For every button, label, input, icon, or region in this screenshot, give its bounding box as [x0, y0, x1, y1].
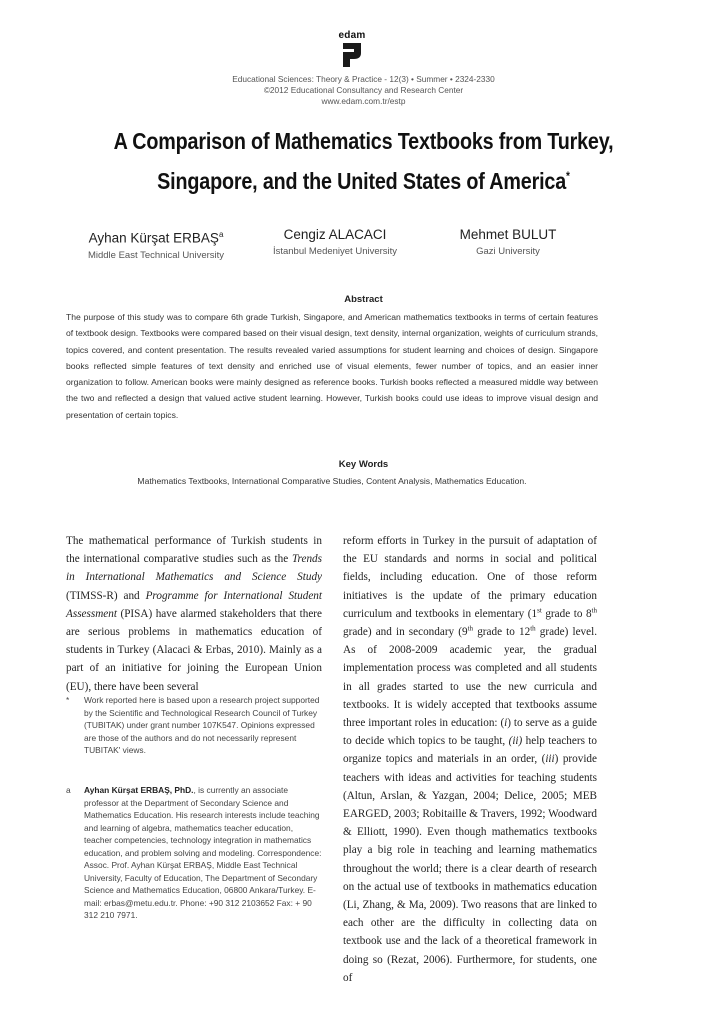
sup-4: th — [530, 624, 536, 633]
body-right-part-2: grade to 8 — [541, 607, 592, 620]
footnote-a-name: Ayhan Kürşat ERBAŞ, PhD. — [84, 785, 194, 795]
roman-iii: iii — [545, 753, 555, 766]
body-left-part-3: (PISA) have alarmed stakeholders that there are serious problems in mathematics education of students in Turkey (Alacaci & Erbas, 2010). Mainly as a part of an initiative for joining the European Union (EU), there have been several — [66, 607, 322, 693]
sup-1: st — [537, 606, 542, 615]
journal-url: www.edam.com.tr/estp — [321, 96, 406, 106]
timss-title: Trends in International Mathematics and Science Study — [66, 553, 322, 584]
body-right-part-6: ) to serve as a guide to decide which topics to be taught, — [343, 717, 597, 748]
author-3-affiliation: Gazi University — [476, 246, 540, 257]
author-3-name: Mehmet BULUT — [459, 227, 557, 242]
abstract-heading: Abstract — [344, 294, 383, 305]
body-left-column — [66, 532, 322, 696]
body-right-part-5: grade) level. As of 2008-2009 academic year, the gradual implementation process was completed and all students in all grades started to use the new curricula and textbooks. It is widely accepted that textbooks assume three important roles in education: ( — [343, 626, 598, 730]
footnote-a-mark: a — [66, 785, 71, 795]
footnote-star-text: Work reported here is based upon a research project supported by the Scientific and Technological Research Council of Turkey (TUBITAK) under grant number 107K547. Opinions expressed are those of the authors and do not necessarily represent TUBITAK' views. — [84, 695, 320, 755]
abstract-text: The purpose of this study was to compare 6th grade Turkish, Singapore, and American mathematics textbooks in terms of certain features of textbook design. Textbooks were compared based on their visual design, text density, internal organization, weights of curriculum strands, topics covered, and content presentation. The results revealed varied assumptions for student learning and choices of design. Singapore books reflected simple features of text density and enriched use of visual elements, fewer number of topics, and an easier inner organization to follow. American books were mainly designed as reference books. Turkish books reflected a measured middle way between the two and reflected a design that valued active student learning. However, Turkish books could use ideas to improve visual design and presentation of certain topics. — [66, 312, 598, 420]
sup-2: th — [591, 606, 597, 615]
journal-citation: Educational Sciences: Theory & Practice - 12(3) • Summer • 2324-2330 — [232, 74, 495, 84]
author-2 — [245, 226, 425, 260]
author-3 — [418, 226, 598, 260]
body-right-part-8: ) provide teachers with ideas and activities for teaching students (Altun, Arslan, & Yazgan, 2004; Delice, 2005; MEB EARGED, 2003; Robitaille & Travers, 1992; Woodward & Elliott, 1990). Even though mathematics textbooks play a big role in teaching and learning mathematics throughout the world; there is a clear dearth of research on the actual use of textbooks in mathematics education (Li, Zhang, & Ma, 2009). Two reasons that are linked to each other are the difficulty in collecting data on textbook use and the lack of a theoretical framework in doing so (Rezat, 2006). Furthermore, for students, one of — [343, 753, 597, 984]
body-left-part-1: The mathematical performance of Turkish students in the international comparative studies such as the — [66, 535, 322, 566]
title-line-2 — [92, 159, 635, 199]
author-1-name: Ayhan Kürşat ERBAŞ — [88, 230, 219, 246]
sup-3: th — [467, 624, 474, 633]
body-left-part-2: (TIMSS-R) and — [66, 589, 146, 602]
body-right-part-3: grade) and in secondary (9 — [343, 626, 468, 639]
body-right-part-4: grade to 12 — [473, 626, 531, 639]
publisher-logo — [332, 30, 372, 68]
pisa-title: Programme for International Student Assessment — [66, 589, 322, 620]
article-title — [92, 124, 635, 199]
author-1-mark: a — [218, 230, 224, 239]
footnote-star-mark: * — [66, 695, 70, 705]
footnote-a-text — [84, 784, 322, 922]
body-right-part-1: reform efforts in Turkey in the pursuit of adaptation of the EU standards and norms in social and political fields, including education. One of those reform initiatives is the update of the primary education curriculum and textbooks in elementary (1 — [343, 535, 597, 620]
roman-ii: (ii) — [508, 735, 523, 748]
footnote-author — [66, 784, 322, 922]
author-2-affiliation: İstanbul Medeniyet University — [272, 246, 398, 257]
author-1-affiliation: Middle East Technical University — [87, 249, 225, 261]
roman-i: i — [504, 717, 508, 730]
journal-copyright: ©2012 Educational Consultancy and Research Center — [263, 85, 464, 95]
title-line-1: A Comparison of Mathematics Textbooks from Turkey, — [113, 128, 614, 154]
keywords-text: Mathematics Textbooks, International Comparative Studies, Content Analysis, Mathematics Education. — [137, 476, 527, 486]
edam-logo-icon — [341, 42, 363, 68]
body-right-column — [343, 532, 597, 987]
publisher-brand: edam — [338, 30, 366, 41]
author-2-name: Cengiz ALACACI — [283, 227, 387, 242]
author-1-name-line — [66, 226, 246, 248]
author-1 — [66, 226, 246, 264]
body-right-part-7: help teachers to organize topics and materials in an order, ( — [343, 735, 597, 766]
journal-info — [120, 74, 607, 107]
footnote-funding — [66, 694, 322, 757]
footnote-a-body: , is currently an associate professor at the Department of Secondary Science and Mathematics Education. His research interests include teaching and learning of algebra, mathematics teacher education, teacher competencies, technology integration in mathematics education, and problem solving and modeling. Correspondence: Assoc. Prof. Ayhan Kürşat ERBAŞ, Middle East Technical University, Faculty of Education, The Department of Secondary Science and Mathematics Education, 06800 Ankara/Turkey. E-mail: erbas@metu.edu.tr. Phone: +90 312 2103652 Fax: + 90 312 210 7971. — [84, 785, 322, 920]
title-footnote-mark: * — [566, 169, 570, 183]
title-line-2-text: Singapore, and the United States of America — [157, 167, 567, 194]
keywords-heading: Key Words — [338, 459, 389, 470]
